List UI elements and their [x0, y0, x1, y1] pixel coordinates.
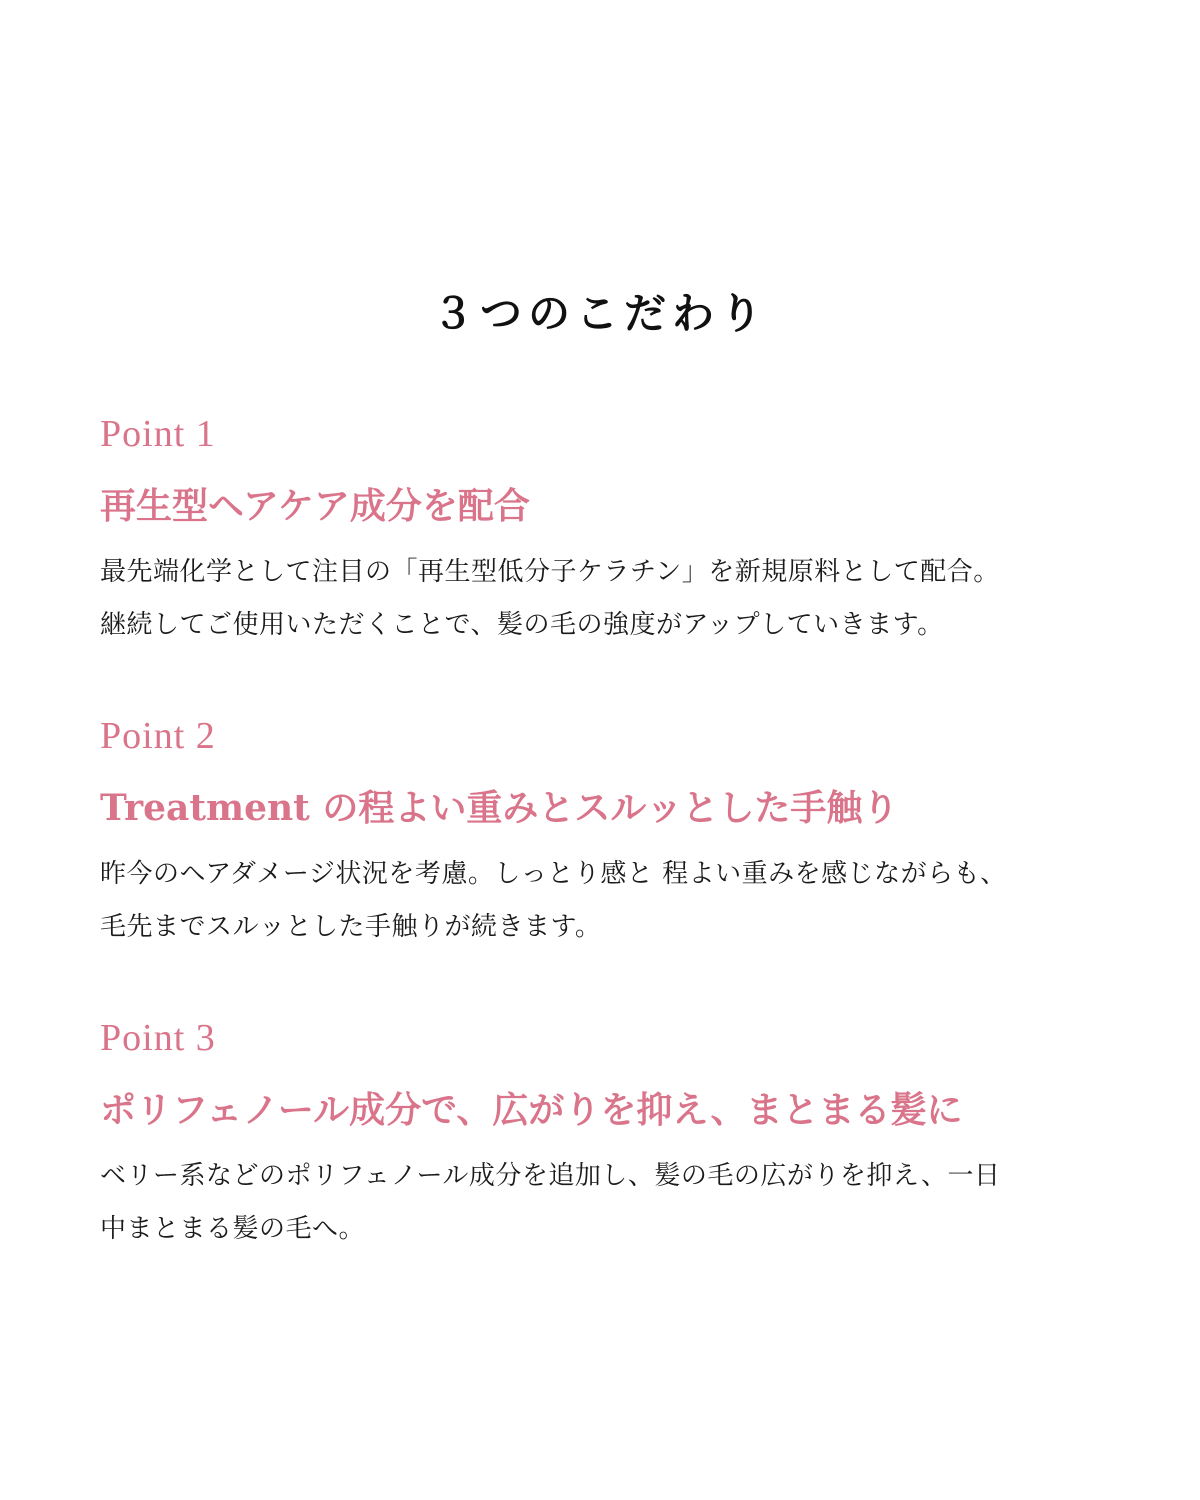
point-body-line: 毛先までスルッとした手触りが続きます。 [100, 912, 602, 942]
point-body-line: 継続してご使用いただくことで、髪の毛の強度がアップしていきます。 [100, 610, 944, 640]
point-body-line: 昨今のヘアダメージ状況を考慮。しっとり感と 程よい重みを感じながらも、 [100, 859, 1007, 889]
point-body-line: 最先端化学として注目の「再生型低分子ケラチン」を新規原料として配合。 [100, 557, 1000, 587]
point-section-1 [100, 412, 1100, 652]
point-label: Point 2 [100, 715, 216, 757]
point-body [100, 546, 1100, 652]
page-title: ３つのこだわり [431, 289, 768, 338]
point-heading: ポリフェノール成分で、広がりを抑え、まとまる髪に [100, 1089, 963, 1131]
point-section-2 [100, 714, 1100, 954]
point-body-line: ベリー系などのポリフェノール成分を追加し、髪の毛の広がりを抑え、一日 [100, 1161, 1001, 1191]
point-body [100, 848, 1100, 954]
point-body [100, 1150, 1100, 1256]
point-label: Point 3 [100, 1017, 216, 1059]
point-body-line: 中まとまる髪の毛へ。 [100, 1214, 366, 1244]
point-heading: 再生型ヘアケア成分を配合 [100, 485, 530, 527]
point-label: Point 1 [100, 413, 216, 455]
point-heading: Treatment の程よい重みとスルッとした手触り [100, 787, 899, 829]
point-section-3 [100, 1016, 1100, 1256]
